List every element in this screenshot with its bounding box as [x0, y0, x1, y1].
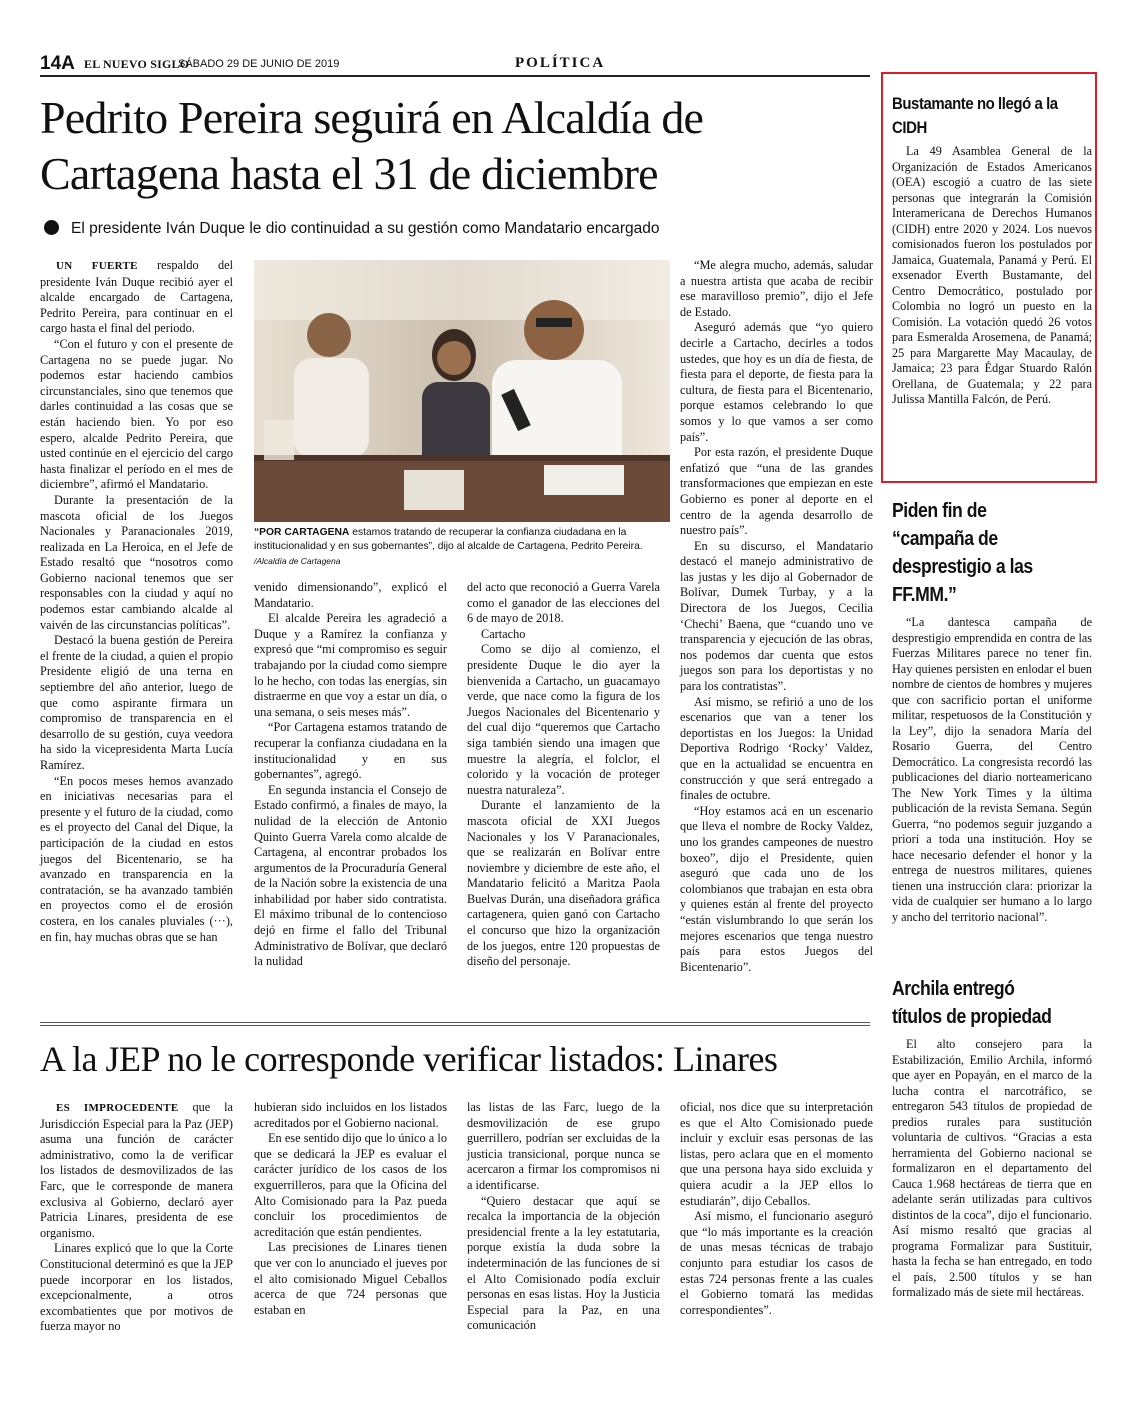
paragraph: “La dantesca campaña de desprestigio emprendida en contra de las Fuerzas Militares parece no tener fin. Hay quienes persisten en enlodar el buen nombre de cientos de hombres y mujeres que con sacrificio portan el uniforme militar, respetuosos de la Constitución y la Ley”, dijo la senadora María del Rosario Guerra, del Centro Democrático. La congresista recordó las publicaciones del diario norteamericano The New York Times y la última publicación de la revista Semana. Según Guerra, “no podemos seguir juzgando a priori a toda una institución. Hoy se hace necesario defender el honor y la entrega de nuestros militares, quienes tienen una instrucción clara: priorizar la vida de cualquier ser humano a lo largo y ancho del territorio nacional”.	[892, 615, 1092, 924]
paragraph: Destacó la buena gestión de Pereira el frente de la ciudad, a quien el propio Presidente eligió de una terna en septiembre del año anterior, luego de que como aspirante firmara un compromiso de transparencia en el desarrollo de su gestión, cuya veedora ha sido la vicepresidenta Marta Lucía Ramírez.	[40, 633, 233, 772]
paragraph: “Con el futuro y con el presente de Cartagena no se puede jugar. No podemos estar haciendo cambios circunstanciales, sino que tenemos que darles continuidad a las cosas que se están haciendo bien. Yo por eso espero, alcalde Pedrito Pereira, que usted continúe en el ejercicio del cargo hasta finalizar el período en el mes de diciembre”, afirmó el Mandatario.	[40, 336, 233, 492]
paragraph: “En pocos meses hemos avanzado en iniciativas necesarias para el presente y el futuro de la ciudad, como es el proyecto del Canal del Dique, la participación de la ciudad en estos juegos del Bicentenario, se ha avanzado en transparencia en la contratación, se ha avanzado también en proyectos como el de erosión costera, en los canales pluviales (···), en fin, hay muchas obras que se han	[40, 773, 233, 944]
subhead: Cartacho	[481, 626, 526, 641]
paragraph: Las precisiones de Linares tienen que ver con lo anunciado el jueves por el alto comisionado Miguel Ceballos acerca de que 724 personas que estaban en	[254, 1240, 447, 1317]
paragraph: hubieran sido incluidos en los listados acreditados por el Gobierno nacional.	[254, 1100, 447, 1130]
paragraph: El alcalde Pereira les agradeció a Duque y a Ramírez la confianza y expresó que “mi compromiso es seguir trabajando por la ciudad como siempre lo he hecho, con todas las energías, sin distraerme en que voy a estar un día, o una semana, o seis meses más”.	[254, 611, 447, 719]
lead-word: UN FUERTE	[56, 260, 138, 272]
article-separator	[40, 1025, 870, 1026]
paragraph: Por esta razón, el presidente Duque enfatizó que “una de las grandes transformaciones que empiezan en este Gobierno es poner al deporte en el centro de la agenda desarrollo de nuestro país”.	[680, 445, 873, 538]
paragraph: Como se dijo al comienzo, el presidente Duque le dio ayer la bienvenida a Cartacho, un guacamayo verde, que nace como la figura de los Juegos Nacionales del Bicentenario y del cual dijo “queremos que Cartacho siga también siendo una imagen que muestre la alegría, el folclor, el colorido y la vocación de proteger nuestra naturaleza”.	[467, 642, 660, 797]
paragraph: En ese sentido dijo que lo único a lo que se dedicará la JEP es evaluar el carácter jurídico de los casos de los exguerrilleros, para que la Oficina del Alto Comisionado para la Paz pueda concluir los procedimientos de acreditación que están pendientes.	[254, 1131, 447, 1239]
newspaper-name: EL NUEVO SIGLO	[84, 57, 190, 71]
article-1-column-4	[680, 258, 873, 975]
article-1-subtitle-text: El presidente Iván Duque le dio continuidad a su gestión como Mandatario encargado	[71, 220, 660, 237]
sidebar-box-3-body	[892, 1037, 1092, 1301]
article-2-column-2	[254, 1100, 447, 1318]
paragraph: respaldo del presidente Iván Duque recibió ayer el alcalde encargado de Cartagena, Pedrito Pereira, para continuar en el cargo hasta el final del periodo.	[40, 258, 233, 336]
paragraph: Así mismo, se refirió a uno de los escenarios que van a tener los deportistas en los Juegos: la Unidad Deportiva Rodrigo ‘Rocky’ Valdez, que en la actualidad se encuentra en construcción y que será entregado a finales de octubre.	[680, 694, 873, 803]
sidebar-box-1-body	[892, 144, 1092, 408]
paragraph: que la Jurisdicción Especial para la Paz (JEP) asuma una función de carácter administrativo, como la de verificar los listados de desmovilizados de las Farc, que le corresponde de manera exclusiva al Gobierno, declaró ayer Patricia Linares, presidenta de ese organismo.	[40, 1100, 233, 1240]
sidebar-box-2	[892, 497, 1092, 925]
page-number: 14A	[40, 53, 75, 74]
sidebar-box-1	[892, 92, 1092, 408]
press-conference-photo	[254, 260, 670, 522]
article-1-column-1	[40, 258, 233, 945]
article-2-column-4	[680, 1100, 873, 1318]
paragraph: Así mismo, el funcionario aseguró que “lo más importante es la creación de unas mesas técnicas de trabajo conjunto para estudiar los casos de estas 724 personas frente a las cuales el Gobierno tomará las medidas correspondientes”.	[680, 1209, 873, 1317]
paragraph: “Hoy estamos acá en un escenario que lleva el nombre de Rocky Valdez, uno los grandes campeones de nuestro boxeo”, dijo el Presidente, quien aseguró que cada uno de los colombianos que trabajan en esta obra y quienes están al frente del proyecto “están vislumbrando lo que serán los mejores escenarios que tenga nuestro país para estos Juegos del Bicentenario”.	[680, 803, 873, 974]
article-1-column-2	[254, 580, 447, 970]
sidebar-box-1-title: Bustamante no llegó a la CIDH	[892, 94, 1058, 137]
article-2-column-3	[467, 1100, 660, 1334]
article-1-subtitle	[44, 220, 864, 238]
sidebar-box-3-title: Archila entregó títulos de propiedad	[892, 978, 1052, 1028]
paragraph: En su discurso, el Mandatario destacó el manejo administrativo de las justas y les dijo al Gobernador de Bolívar, Dumek Turbay, y a la Directora de los Juegos, Cecilia ‘Chechi’ Baena, que “cuando uno ve transparencia y ejecución de las obras, nos podemos dar cuenta que estos juegos son para los deportistas y no para los contratistas”.	[680, 538, 873, 694]
paragraph: oficial, nos dice que su interpretación es que el Alto Comisionado puede incluir y excluir esas personas de las listas, pero aclara que en el momento que una persona haya sido excluida y quiera acudir a la JEP ellos lo estudiarán”, dijo Ceballos.	[680, 1100, 873, 1208]
paragraph: las listas de las Farc, luego de la desmovilización de ese grupo guerrillero, podrían ser excluidas de la justicia transicional, porque nunca se acercaron a firmar los compromisos ni a identificarse.	[467, 1100, 660, 1192]
paragraph: “Por Cartagena estamos tratando de recuperar la confianza ciudadana en la institucionalidad y en sus gobernantes”, agregó.	[254, 720, 447, 782]
header-rule	[40, 75, 870, 77]
sidebar-box-3	[892, 975, 1092, 1301]
paragraph: “Quiero destacar que aquí se recalca la importancia de la objeción presidencial frente a la ley estatutaria, porque existía la duda sobre la indeterminación de las funciones de si el Alto Comisionado podía excluir personas en esas listas. Hoy la Justicia Especial para la Paz, en una comunicación	[467, 1193, 660, 1333]
section-name: POLÍTICA	[515, 55, 606, 71]
paragraph: Aseguró además que “yo quiero decirle a Cartacho, decirles a todos ustedes, que hoy es un día de fiesta, de fiesta para el deporte, de fiesta para la cultura, de fiesta para el Bicentenario, porque estamos celebrando lo que somos y lo que vamos a ser como país”.	[680, 320, 873, 444]
sidebar-box-2-title: Piden fin de “campaña de desprestigio a las FF.MM.”	[892, 500, 1033, 606]
article-1-headline: Pedrito Pereira seguirá en Alcaldía de Cartagena hasta el 31 de diciembre	[40, 92, 704, 199]
paragraph: del acto que reconoció a Guerra Varela como el ganador de las elecciones del 6 de mayo de 2018.	[467, 580, 660, 626]
paragraph: La 49 Asamblea General de la Organización de Estados Americanos (OEA) escogió a cuatro de las siete personas que integrarán la Comisión Interamericana de Derechos Humanos (CIDH) entre 2020 y 2024. Los nuevos comisionados fueron los postulados por Jamaica, Guatemala, Panamá y Perú. El exsenador Everth Bustamante, del Centro Democrático, postulado por Colombia no logró un puesto en la Comisión. La votación quedó 26 votos para Esmeralda Arosemena, de Panamá; 25 para Margarette May Macaulay, de Jamaica; 23 para Édgar Stuardo Ralón Orellana, de Guatemala; y 22 para Julissa Mantilla Falcón, de Perú.	[892, 144, 1092, 406]
photo-caption	[254, 526, 672, 569]
paragraph: El alto consejero para la Estabilización, Emilio Archila, informó que ayer en Popayán, en el marco de la lucha contra el narcotráfico, se entregaron 543 títulos de propiedad de predios rurales para sustitución voluntaria de cultivos. “Gracias a esta herramienta del Gobierno nacional se formalizaron en el departamento del Cauca 1.968 hectáreas de tierra que en adelante serán utilizadas para cultivos distintos de la coca”, dijo el funcionario. Así mismo resaltó que gracias al programa Formalizar para Sustituir, hasta la fecha se han entregado, en todo el país, 2.500 títulos y se han formalizado más de siete mil hectáreas.	[892, 1037, 1092, 1299]
paragraph: “Me alegra mucho, además, saludar a nuestra artista que acaba de recibir ese maravilloso premio”, dijo el Jefe de Estado.	[680, 258, 873, 319]
paragraph: venido dimensionando”, explicó el Mandatario.	[254, 580, 447, 610]
caption-lead: “POR CARTAGENA	[254, 527, 350, 538]
sidebar-box-2-body	[892, 615, 1092, 925]
article-2-headline: A la JEP no le corresponde verificar listados: Linares	[40, 1039, 778, 1079]
article-separator	[40, 1022, 870, 1023]
lead-word: ES IMPROCEDENTE	[56, 1102, 179, 1114]
paragraph: Durante el lanzamiento de la mascota oficial de XXI Juegos Nacionales y los V Paranacionales, que se realizarán en Bolívar entre noviembre y diciembre de este año, el Mandatario felicitó a Maritza Paola Buelvas Durán, una diseñadora gráfica cartagenera, quien ganó con Cartacho el concurso que hizo la organización de los juegos, entre 120 propuestas de diseño del personaje.	[467, 798, 660, 969]
paragraph: En segunda instancia el Consejo de Estado confirmó, a finales de mayo, la nulidad de la elección de Antonio Quinto Guerra Varela como alcalde de Cartagena, al encontrar probados los argumentos de la Procuraduría General de la Nación sobre la existencia de una inhabilidad por haber sido contratista. El máximo tribunal de lo contencioso dejó en firme el fallo del Tribunal Administrativo de Bolívar, que declaró la nulidad	[254, 782, 447, 969]
issue-date: SÁBADO 29 DE JUNIO DE 2019	[178, 58, 340, 70]
paragraph: Durante la presentación de la mascota oficial de los Juegos Nacionales y Paranacionales 2019, realizada en La Heroica, en el Jefe de Estado resaltó que “nosotros como Gobierno nacional tenemos que ser responsables con la ciudad y aquí no podemos estar cambiando alcalde al vaivén de las circunstancias políticas”.	[40, 492, 233, 632]
article-1-column-3	[467, 580, 660, 970]
article-1-photo	[254, 260, 670, 522]
photo-credit: /Alcaldía de Cartagena	[254, 556, 341, 566]
paragraph: Linares explicó que lo que la Corte Constitucional determinó es que la JEP puede incorporar en los listados, excepcionalmente, a otros excombatientes que por motivos de fuerza mayor no	[40, 1241, 233, 1334]
caption-text: estamos tratando de recuperar la confianza ciudadana en la institucionalidad y en sus gobernantes”, dijo al alcalde de Cartagena, Pedrito Pereira.	[254, 527, 643, 552]
article-2-column-1	[40, 1100, 233, 1335]
bullet-icon	[44, 220, 59, 235]
